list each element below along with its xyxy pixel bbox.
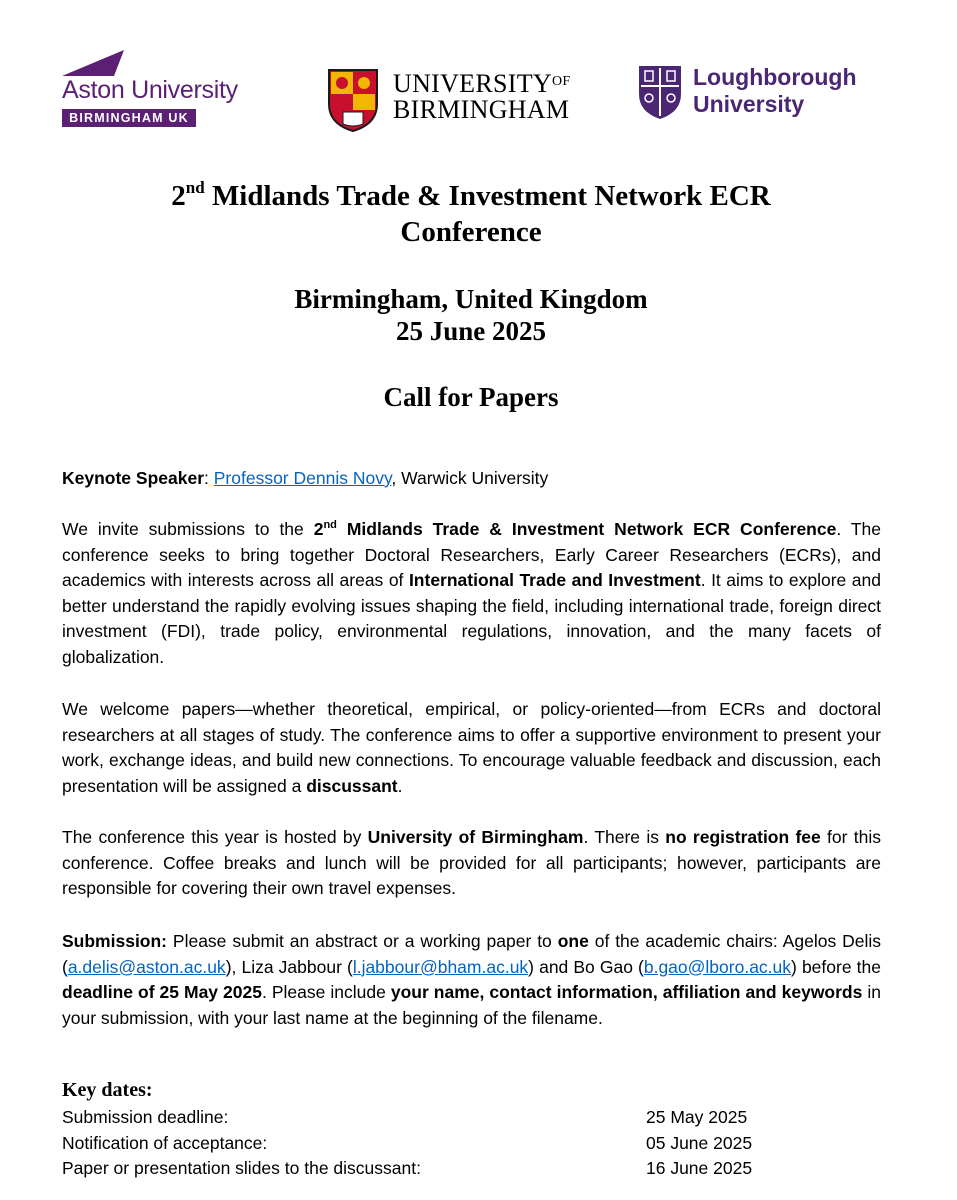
para3-no-fee: no registration fee [665, 827, 821, 847]
loughborough-logo-line2: University [693, 91, 805, 117]
para1-sup: nd [323, 519, 337, 532]
birmingham-logo-line1: UNIVERSITY [393, 69, 552, 98]
submission-label: Submission: [62, 931, 168, 951]
birmingham-logo-text [393, 69, 571, 123]
para1-e: . It aims to explore and better understand the rapidly evolving issues shaping the field, including international trade, foreign direct investment (FDI), trade policy, environmental regulations, innovation, and the many facets of globalization. [62, 570, 881, 667]
logo-bar [0, 0, 957, 140]
email-link-gao[interactable]: b.gao@lboro.ac.uk [643, 956, 792, 977]
loughborough-logo-text [693, 64, 857, 118]
keynote-line [62, 466, 881, 492]
submission-a: Please submit an abstract or a working paper to [167, 931, 558, 951]
para1-topic: International Trade and Investment [408, 570, 701, 591]
key-date-row [62, 1105, 822, 1131]
loughborough-crest-icon [637, 64, 683, 120]
para1-conference-name [314, 519, 837, 539]
call-for-papers-heading: Call for Papers [383, 382, 559, 412]
key-date-row [62, 1156, 822, 1182]
para3-a: The conference this year is hosted by [62, 827, 368, 847]
aston-triangle-icon [62, 50, 124, 76]
submission-g: in your submission, with your last name at the beginning of the filename. [62, 982, 881, 1028]
title-line2: Conference [400, 216, 542, 248]
loughborough-logo-line1: Loughborough [693, 64, 857, 90]
submission-paragraph [62, 929, 881, 1031]
key-date-value: 05 June 2025 [646, 1132, 753, 1153]
intro-paragraph [62, 517, 881, 671]
para2-a: We welcome papers—whether theoretical, empirical, or policy-oriented—from ECRs and doctoral researchers at all stages of study. The conference aims to offer a supportive environment to present your work, exchange ideas, and build new connections. To encourage valuable feedback and discussion, each presentation will be assigned a [62, 699, 881, 796]
birmingham-logo-line2: BIRMINGHAM [393, 95, 570, 124]
para1-name-rest: Midlands Trade & Investment Network ECR Conference [336, 519, 837, 539]
para1-a: We invite submissions to the [62, 519, 314, 539]
university-of-birmingham-logo [327, 68, 587, 134]
conference-location-date [0, 283, 942, 347]
email-link-jabbour[interactable]: l.jabbour@bham.ac.uk [352, 956, 529, 977]
submission-d: ) and Bo Gao ( [528, 956, 644, 977]
title-number: 2 [171, 180, 186, 212]
para3-host: University of Birmingham [367, 827, 584, 847]
key-date-row [62, 1131, 822, 1157]
para3-c: . There is [583, 827, 666, 847]
key-date-value: 16 June 2025 [646, 1158, 753, 1179]
aston-logo-name: Aston University [62, 76, 238, 104]
submission-b: of the academic chairs: Agelos Delis ( [62, 931, 881, 977]
para2-c: . [397, 775, 403, 796]
title-line1: Midlands Trade & Investment Network ECR [204, 180, 771, 212]
keynote-affiliation: , Warwick University [391, 468, 549, 488]
birmingham-logo-of: OF [552, 74, 571, 89]
hosting-paragraph [62, 825, 881, 902]
conference-location: Birmingham, United Kingdom [294, 284, 648, 314]
key-dates-heading: Key dates: [62, 1079, 153, 1101]
submission-e: ) before the [791, 956, 881, 977]
title-ordinal: nd [185, 178, 205, 197]
keynote-speaker-link[interactable]: Professor Dennis Novy [213, 468, 392, 488]
key-date-label: Paper or presentation slides to the discussant: [62, 1158, 421, 1179]
keynote-colon: : [204, 468, 214, 488]
conference-title [0, 178, 942, 250]
keynote-label: Keynote Speaker [62, 468, 205, 488]
para1-num: 2 [313, 519, 324, 539]
conference-date: 25 June 2025 [395, 316, 547, 346]
key-date-label: Notification of acceptance: [62, 1132, 268, 1153]
loughborough-university-logo [637, 64, 867, 122]
key-date-label: Submission deadline: [62, 1107, 229, 1127]
birmingham-crest-icon [327, 68, 379, 132]
email-link-delis[interactable]: a.delis@aston.ac.uk [67, 956, 226, 977]
conference-title-block [0, 178, 942, 413]
aston-logo-sub: BIRMINGHAM UK [62, 109, 196, 127]
aston-university-logo [62, 50, 247, 130]
submission-one: one [557, 931, 589, 951]
submission-include: your name, contact information, affiliation and keywords [390, 982, 863, 1003]
key-date-value: 25 May 2025 [646, 1107, 748, 1127]
submission-c: ), Liza Jabbour ( [225, 956, 353, 977]
welcome-paragraph [62, 697, 881, 799]
para1-c: . The conference seeks to bring together Doctoral Researchers, Early Career Researchers (ECRs), and academics with interests across all areas of [62, 519, 881, 591]
key-dates-list [62, 1105, 822, 1182]
para3-e: for this conference. Coffee breaks and lunch will be provided for all participants; however, participants are responsible for covering their own travel expenses. [62, 827, 881, 899]
submission-f: . Please include [261, 982, 391, 1003]
para2-discussant: discussant [306, 775, 398, 796]
submission-deadline: deadline of 25 May 2025 [62, 982, 262, 1003]
